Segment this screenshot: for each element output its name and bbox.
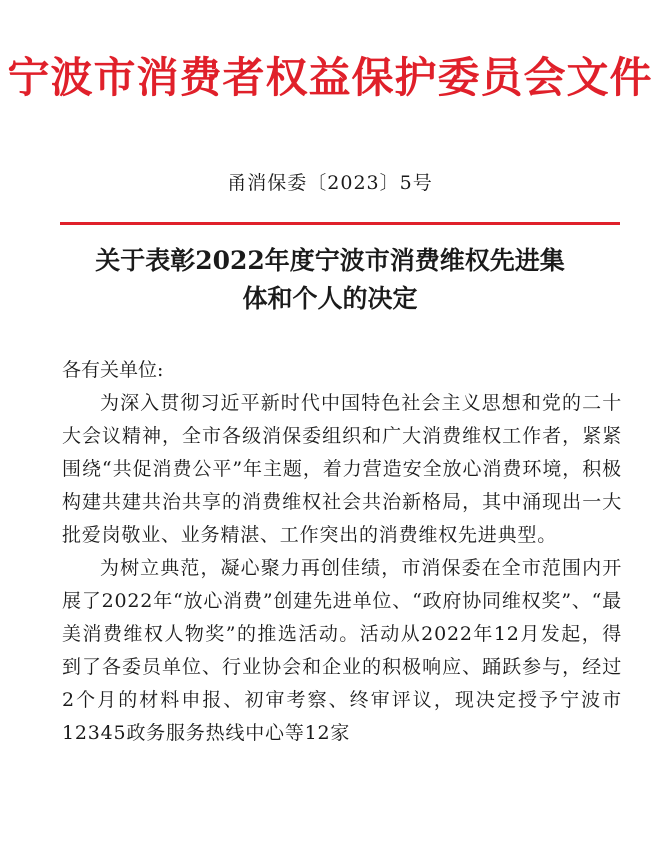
document-body xyxy=(62,354,622,750)
title-line-2: 体和个人的决定 xyxy=(242,284,418,313)
issuer-header: 宁波市消费者权益保护委员会文件 xyxy=(7,53,653,102)
title-line-1: 关于表彰2022年度宁波市消费维权先进集 xyxy=(95,246,565,275)
document-title xyxy=(0,242,660,318)
red-divider-line xyxy=(60,222,620,225)
body-paragraph-1: 为深入贯彻习近平新时代中国特色社会主义思想和党的二十大会议精神，全市各级消保委组织和广大消费维权工作者，紧紧围绕“共促消费公平”年主题，着力营造安全放心消费环境，积极构建共建共治共享的消费维权社会共治新格局，其中涌现出一大批爱岗敬业、业务精湛、工作突出的消费维权先进典型。 xyxy=(62,392,622,546)
document-number: 甬消保委〔2023〕5号 xyxy=(227,172,433,194)
body-paragraph-2: 为树立典范，凝心聚力再创佳绩，市消保委在全市范围内开展了2022年“放心消费”创建先进单位、“政府协同维权奖”、“最美消费维权人物奖”的推选活动。活动从2022年12月发起，得到了各委员单位、行业协会和企业的积极响应、踊跃参与，经过2个月的材料申报、初审考察、终审评议，现决定授予宁波市12345政务服务热线中心等12家 xyxy=(62,557,622,744)
salutation: 各有关单位: xyxy=(62,359,164,381)
